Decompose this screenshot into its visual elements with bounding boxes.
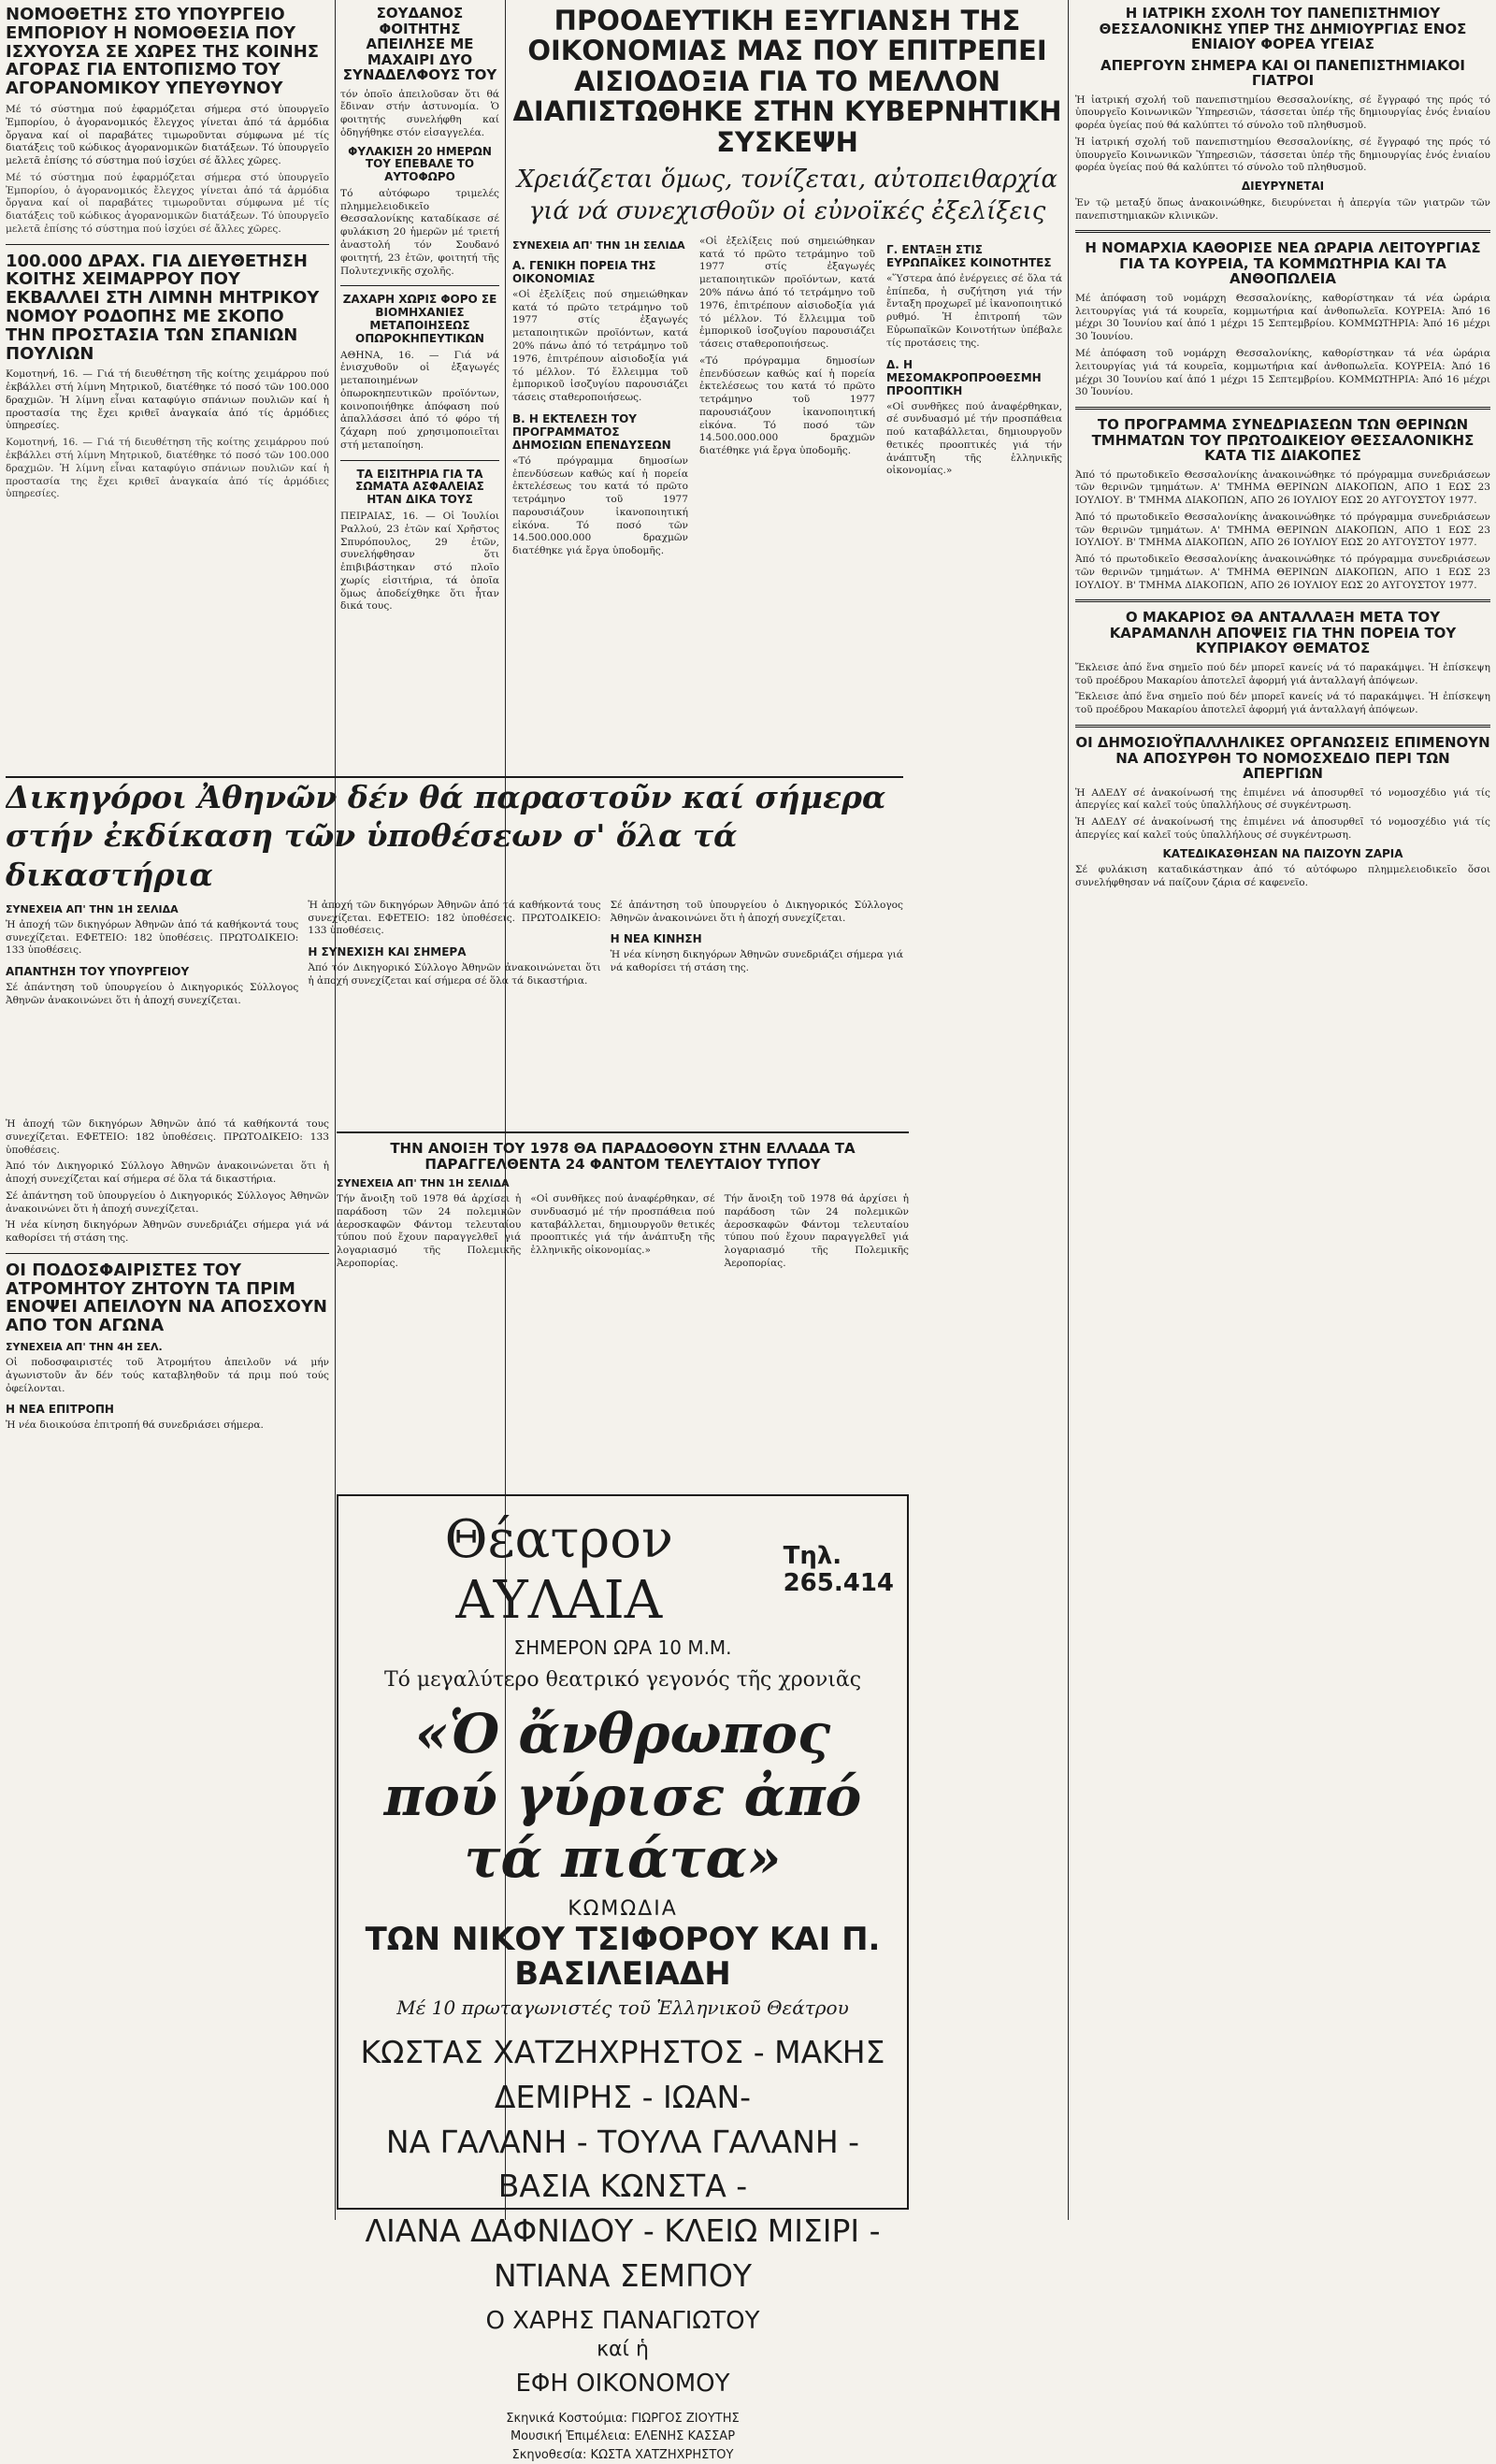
- article-body: Ἡ ἀποχή τῶν δικηγόρων Ἀθηνῶν ἀπό τά καθήκοντά τους συνεχίζεται. ΕΦΕΤΕΙΟ: 182 ὑποθέσεις. ΠΡΩΤΟΔΙΚΕΙΟ: 133 ὑποθέσεις.: [6, 1118, 329, 1157]
- cast-line: ΛΙΑΝΑ ΔΑΦΝΙΔΟΥ - ΚΛΕΙΩ ΜΙΣΙΡΙ - ΝΤΙΑΝΑ ΣΕΜΠΟΥ: [352, 2209, 894, 2298]
- headline-court-schedule: ΤΟ ΠΡΟΓΡΑΜΜΑ ΣΥΝΕΔΡΙΑΣΕΩΝ ΤΩΝ ΘΕΡΙΝΩΝ ΤΜΗΜΑΤΩΝ ΤΟΥ ΠΡΩΤΟΔΙΚΕΙΟΥ ΘΕΣΣΑΛΟΝΙΚΗΣ ΚΑΤΑ ΤΙΣ ΔΙΑΚΟΠΕΣ: [1075, 417, 1490, 464]
- credit-line: Σκηνικά Κοστούμια: ΓΙΩΡΓΟΣ ΖΙΟΥΤΗΣ: [352, 2410, 894, 2428]
- continuation-label: ΣΥΝΕΧΕΙΑ ΑΠ' ΤΗΝ 1Η ΣΕΛΙΔΑ: [337, 1177, 909, 1189]
- article-body: «Τό πρόγραμμα δημοσίων ἐπενδύσεων καθώς καί ἡ πορεία ἐκτελέσεως του κατά τό πρῶτο τετράμηνο τοῦ 1977 παρουσιάζουν ἱκανοποιητική εἰκόνα. Τό ποσό τῶν 14.500.000.000 δραχμῶν διατέθηκε γιά ἔργα ὑποδομῆς.: [699, 355, 875, 458]
- article-body: Σέ ἀπάντηση τοῦ ὑπουργείου ὁ Δικηγορικός Σύλλογος Ἀθηνῶν ἀνακοινώνει ὅτι ἡ ἀποχή συνεχίζεται.: [6, 982, 298, 1008]
- article-body: «Οἱ ἐξελίξεις πού σημειώθηκαν κατά τό πρῶτο τετράμηνο τοῦ 1977 στίς ἐξαγωγές μεταποιητικῶν προϊόντων, κατά 20% πάνω ἀπό τό τετράμηνο τοῦ 1976, ἐπιτρέπουν αἰσιοδοξία γιά τό μέλλον. Τό ἔλλειμμα τοῦ ἐμπορικοῦ ἰσοζυγίου παρουσιάζει τάσεις σταθεροποιήσεως.: [699, 236, 875, 352]
- headline-phantom: ΤΗΝ ΑΝΟΙΞΗ ΤΟΥ 1978 ΘΑ ΠΑΡΑΔΟΘΟΥΝ ΣΤΗΝ ΕΛΛΑΔΑ ΤΑ ΠΑΡΑΓΓΕΛΘΕΝΤΑ 24 ΦΑΝΤΟΜ ΤΕΛΕΥΤΑΙΟΥ ΤΥΠΟΥ: [337, 1141, 909, 1172]
- section-heading: ΑΠΑΝΤΗΣΗ ΤΟΥ ΥΠΟΥΡΓΕΙΟΥ: [6, 965, 298, 978]
- credit-line: Σκηνοθεσία: ΚΩΣΤΑ ΧΑΤΖΗΧΡΗΣΤΟΥ: [352, 2446, 894, 2464]
- section-heading: Η ΣΥΝΕΧΙΣΗ ΚΑΙ ΣΗΜΕΡΑ: [308, 945, 600, 958]
- article-body: Ἔκλεισε ἀπό ἕνα σημεῖο πού δέν μπορεῖ κανείς νά τό παρακάμψει. Ἡ ἐπίσκεψη τοῦ προέδρου Μακαρίου ἀποτελεῖ ἀφορμή γιά ἀνταλλαγή ἀπόψεων.: [1075, 662, 1490, 688]
- divider: [6, 1253, 329, 1254]
- column-rule: [1068, 0, 1069, 2220]
- article-body: Τήν ἄνοιξη τοῦ 1978 θά ἀρχίσει ἡ παράδοση τῶν 24 πολεμικῶν ἀεροσκαφῶν Φάντομ τελευταίου τύπου πού ἔχουν παραγγελθεῖ γιά λογαριασμό τῆς Πολεμικῆς Ἀεροπορίας.: [725, 1193, 909, 1271]
- cast-connector: καί ἡ: [352, 2338, 894, 2361]
- article-body: Τό αὐτόφωρο τριμελές πλημμελειοδικεῖο Θεσσαλονίκης καταδίκασε σέ φυλάκιση 20 ἡμερῶν μέ τριετή ἀναστολή τόν Σουδανό φοιτητή, 23 ἐτῶν, φοιτητή τῆς Πολυτεχνικῆς σχολῆς.: [340, 188, 499, 278]
- article-body: Μέ τό σύστημα πού ἐφαρμόζεται σήμερα στό ὑπουργεῖο Ἐμπορίου, ὁ ἀγορανομικός ἔλεγχος γίνεται ἀπό τά ἁρμόδια ὄργανα καί οἱ παραβάτες τιμωροῦνται σύμφωνα μέ τίς διατάξεις τοῦ κώδικος ἀγορανομικῶν διατάξεων. Τό ὑπουργεῖο μελετᾶ ἐπίσης τό σύστημα πού ἰσχύει σέ ἄλλες χῶρες.: [6, 172, 329, 237]
- theatre-advertisement: [337, 1494, 909, 2210]
- column-left-top: [6, 6, 329, 772]
- section-heading: Δ. Η ΜΕΣΟΜΑΚΡΟΠΡΟΘΕΣΜΗ ΠΡΟΟΠΤΙΚΗ: [886, 358, 1062, 397]
- cast-line: ΚΩΣΤΑΣ ΧΑΤΖΗΧΡΗΣΤΟΣ - ΜΑΚΗΣ ΔΕΜΙΡΗΣ - ΙΩΑΝ-: [352, 2030, 894, 2120]
- headline-sugar-tax: ΖΑΧΑΡΗ ΧΩΡΙΣ ΦΟΡΟ ΣΕ ΒΙΟΜΗΧΑΝΙΕΣ ΜΕΤΑΠΟΙΗΣΕΩΣ ΟΠΩΡΟΚΗΠΕΥΤΙΚΩΝ: [340, 294, 499, 345]
- play-title: «Ὁ ἄνθρωπος πού γύρισε ἀπό τά πιάτα»: [352, 1703, 894, 1890]
- article-body: Ἀπό τό πρωτοδικεῖο Θεσσαλονίκης ἀνακοινώθηκε τό πρόγραμμα συνεδριάσεων τῶν θερινῶν τμημάτων. Α' ΤΜΗΜΑ ΘΕΡΙΝΩΝ ΔΙΑΚΟΠΩΝ, ΑΠΟ 1 ΕΩΣ 23 ΙΟΥΛΙΟΥ. Β' ΤΜΗΜΑ ΔΙΑΚΟΠΩΝ, ΑΠΟ 26 ΙΟΥΛΙΟΥ ΕΩΣ 20 ΑΥΓΟΥΣΤΟΥ 1977.: [1075, 469, 1490, 508]
- divider: [340, 460, 499, 461]
- article-body: Ἀπό τό πρωτοδικεῖο Θεσσαλονίκης ἀνακοινώθηκε τό πρόγραμμα συνεδριάσεων τῶν θερινῶν τμημάτων. Α' ΤΜΗΜΑ ΘΕΡΙΝΩΝ ΔΙΑΚΟΠΩΝ, ΑΠΟ 1 ΕΩΣ 23 ΙΟΥΛΙΟΥ. Β' ΤΜΗΜΑ ΔΙΑΚΟΠΩΝ, ΑΠΟ 26 ΙΟΥΛΙΟΥ ΕΩΣ 20 ΑΥΓΟΥΣΤΟΥ 1977.: [1075, 512, 1490, 550]
- article-body: Ἀπό τόν Δικηγορικό Σύλλογο Ἀθηνῶν ἀνακοινώνεται ὅτι ἡ ἀποχή συνεχίζεται καί σήμερα σέ ὅλα τά δικαστήρια.: [308, 962, 600, 988]
- article-body: Ἡ ἀποχή τῶν δικηγόρων Ἀθηνῶν ἀπό τά καθήκοντά τους συνεχίζεται. ΕΦΕΤΕΙΟ: 182 ὑποθέσεις. ΠΡΩΤΟΔΙΚΕΙΟ: 133 ὑποθέσεις.: [6, 919, 298, 958]
- column-left-bottom: [6, 1118, 329, 2212]
- headline-sudanese-student: ΣΟΥΔΑΝΟΣ ΦΟΙΤΗΤΗΣ ΑΠΕΙΛΗΣΕ ΜΕ ΜΑΧΑΙΡΙ ΔΥΟ ΣΥΝΑΔΕΛΦΟΥΣ ΤΟΥ: [340, 6, 499, 83]
- article-body: Τήν ἄνοιξη τοῦ 1978 θά ἀρχίσει ἡ παράδοση τῶν 24 πολεμικῶν ἀεροσκαφῶν Φάντομ τελευταίου τύπου πού ἔχουν παραγγελθεῖ γιά λογαριασμό τῆς Πολεμικῆς Ἀεροπορίας.: [337, 1193, 521, 1271]
- section-heading: Η ΝΕΑ ΕΠΙΤΡΟΠΗ: [6, 1403, 329, 1416]
- theatre-name: Θέατρον ΑΥΛΑΙΑ: [352, 1509, 767, 1631]
- headline-lawyers: Δικηγόροι Ἀθηνῶν δέν θά παραστοῦν καί σήμερα στήν ἐκδίκαση τῶν ὑποθέσεων σ' ὅλα τά δικαστήρια: [6, 778, 903, 894]
- lawyers-story: [6, 776, 903, 1115]
- cast-line: ΝΑ ΓΑΛΑΝΗ - ΤΟΥΛΑ ΓΑΛΑΝΗ - ΒΑΣΙΑ ΚΩΝΣΤΑ -: [352, 2120, 894, 2210]
- divider: [1075, 599, 1490, 602]
- lead-headline: ΠΡΟΟΔΕΥΤΙΚΗ ΕΞΥΓΙΑΝΣΗ ΤΗΣ ΟΙΚΟΝΟΜΙΑΣ ΜΑΣ ΠΟΥ ΕΠΙΤΡΕΠΕΙ ΑΙΣΙΟΔΟΞΙΑ ΓΙΑ ΤΟ ΜΕΛΛΟΝ ΔΙΑΠΙΣΤΩΘΗΚΕ ΣΤΗΝ ΚΥΒΕΡΝΗΤΙΚΗ ΣΥΣΚΕΨΗ: [512, 6, 1062, 157]
- section-heading: Α. ΓΕΝΙΚΗ ΠΟΡΕΙΑ ΤΗΣ ΟΙΚΟΝΟΜΙΑΣ: [512, 259, 688, 285]
- article-body: Ἡ ἰατρική σχολή τοῦ πανεπιστημίου Θεσσαλονίκης, σέ ἔγγραφό της πρός τό ὑπουργεῖο Κοινωνικῶν Ὑπηρεσιῶν, τάσσεται ὑπέρ τῆς δημιουργίας ἑνός ἑνιαίου φορέα ὑγείας πού θά καλύπτει τό σύνολο τοῦ πληθυσμοῦ.: [1075, 137, 1490, 175]
- article-body: Κομοτηνή, 16. — Γιά τή διευθέτηση τῆς κοίτης χειμάρρου πού ἐκβάλλει στή λίμνη Μητρικοῦ, διατέθηκε τό ποσό τῶν 100.000 δραχμῶν. Ἡ λίμνη εἶναι καταφύγιο σπάνιων πουλιῶν καί ἡ προστασία της ἔχει κριθεῖ ἀναγκαία ἀπό τίς ἁρμόδιες ὑπηρεσίες.: [6, 368, 329, 433]
- article-body: «Οἱ ἐξελίξεις πού σημειώθηκαν κατά τό πρῶτο τετράμηνο τοῦ 1977 στίς ἐξαγωγές μεταποιητικῶν προϊόντων, κατά 20% πάνω ἀπό τό τετράμηνο τοῦ 1976, ἐπιτρέπουν αἰσιοδοξία γιά τό μέλλον. Τό ἔλλειμμα τοῦ ἐμπορικοῦ ἰσοζυγίου παρουσιάζει τάσεις σταθεροποιήσεως.: [512, 289, 688, 405]
- section-heading: Η ΝΕΑ ΚΙΝΗΣΗ: [611, 932, 903, 945]
- section-heading: Β. Η ΕΚΤΕΛΕΣΗ ΤΟΥ ΠΡΟΓΡΑΜΜΑΤΟΣ ΔΗΜΟΣΙΩΝ ΕΠΕΝΔΥΣΕΩΝ: [512, 412, 688, 452]
- article-body: Ἡ ΑΔΕΔΥ σέ ἀνακοίνωσή της ἐπιμένει νά ἀποσυρθεῖ τό νομοσχέδιο γιά τίς ἀπεργίες καί καλεῖ τούς ὑπαλλήλους σέ συγκέντρωση.: [1075, 816, 1490, 843]
- article-body: Ἔκλεισε ἀπό ἕνα σημεῖο πού δέν μπορεῖ κανείς νά τό παρακάμψει. Ἡ ἐπίσκεψη τοῦ προέδρου Μακαρίου ἀποτελεῖ ἀφορμή γιά ἀνταλλαγή ἀπόψεων.: [1075, 691, 1490, 717]
- article-body: Κομοτηνή, 16. — Γιά τή διευθέτηση τῆς κοίτης χειμάρρου πού ἐκβάλλει στή λίμνη Μητρικοῦ, διατέθηκε τό ποσό τῶν 100.000 δραχμῶν. Ἡ λίμνη εἶναι καταφύγιο σπάνιων πουλιῶν καί ἡ προστασία της ἔχει κριθεῖ ἀναγκαία ἀπό τίς ἁρμόδιες ὑπηρεσίες.: [6, 437, 329, 501]
- article-body: Μέ τό σύστημα πού ἐφαρμόζεται σήμερα στό ὑπουργεῖο Ἐμπορίου, ὁ ἀγορανομικός ἔλεγχος γίνεται ἀπό τά ἁρμόδια ὄργανα καί οἱ παραβάτες τιμωροῦνται σύμφωνα μέ τίς διατάξεις τοῦ κώδικος ἀγορανομικῶν διατάξεων. Τό ὑπουργεῖο μελετᾶ ἐπίσης τό σύστημα πού ἰσχύει σέ ἄλλες χῶρες.: [6, 104, 329, 168]
- article-body: Ἡ ΑΔΕΔΥ σέ ἀνακοίνωσή της ἐπιμένει νά ἀποσυρθεῖ τό νομοσχέδιο γιά τίς ἀπεργίες καί καλεῖ τούς ὑπαλλήλους σέ συγκέντρωση.: [1075, 787, 1490, 814]
- column-right: [1075, 6, 1490, 2214]
- ad-tagline: Τό μεγαλύτερο θεατρικό γεγονός τῆς χρονιᾶς: [352, 1668, 894, 1692]
- divider: [340, 285, 499, 286]
- headline-commerce-ministry: ΝΟΜΟΘΕΤΗΣ ΣΤΟ ΥΠΟΥΡΓΕΙΟ ΕΜΠΟΡΙΟΥ Η ΝΟΜΟΘΕΣΙΑ ΠΟΥ ΙΣΧΥΟΥΣΑ ΣΕ ΧΩΡΕΣ ΤΗΣ ΚΟΙΝΗΣ ΑΓΟΡΑΣ ΓΙΑ ΕΝΤΟΠΙΣΜΟ ΤΟΥ ΑΓΟΡΑΝΟΜΙΚΟΥ ΥΠΕΥΘΥΝΟΥ: [6, 6, 329, 98]
- headline-medical-school: Η ΙΑΤΡΙΚΗ ΣΧΟΛΗ ΤΟΥ ΠΑΝΕΠΙΣΤΗΜΙΟΥ ΘΕΣΣΑΛΟΝΙΚΗΣ ΥΠΕΡ ΤΗΣ ΔΗΜΙΟΥΡΓΙΑΣ ΕΝΟΣ ΕΝΙΑΙΟΥ ΦΟΡΕΑ ΥΓΕΙΑΣ: [1075, 6, 1490, 52]
- article-body: «Οἱ συνθῆκες πού ἀναφέρθηκαν, σέ συνδυασμό μέ τήν προσπάθεια πού καταβάλλεται, δημιουργοῦν θετικές προοπτικές γιά τήν ἀνάπτυξη τῆς ἑλληνικῆς οἰκονομίας.»: [886, 401, 1062, 479]
- play-genre: ΚΩΜΩΔΙΑ: [352, 1897, 894, 1921]
- article-body: Σέ ἀπάντηση τοῦ ὑπουργείου ὁ Δικηγορικός Σύλλογος Ἀθηνῶν ἀνακοινώνει ὅτι ἡ ἀποχή συνεχίζεται.: [611, 900, 903, 926]
- article-body: ΑΘΗΝΑ, 16. — Γιά νά ἐνισχυθοῦν οἱ ἐξαγωγές μεταποιημένων ὀπωροκηπευτικῶν προϊόντων, κοινοποιήθηκε ἀπόφαση πού ἀπαλλάσσει ἀπό τό φόρο τή ζάχαρη πού χρησιμοποιεῖται στή μεταποίηση.: [340, 350, 499, 453]
- article-body: Ἡ ἀποχή τῶν δικηγόρων Ἀθηνῶν ἀπό τά καθήκοντά τους συνεχίζεται. ΕΦΕΤΕΙΟ: 182 ὑποθέσεις. ΠΡΩΤΟΔΙΚΕΙΟ: 133 ὑποθέσεις.: [308, 900, 600, 938]
- article-body: Μέ ἀπόφαση τοῦ νομάρχη Θεσσαλονίκης, καθορίστηκαν τά νέα ὡράρια λειτουργίας γιά τά κουρεῖα, κομμωτήρια καί ἀνθοπωλεῖα. ΚΟΥΡΕΙΑ: Ἀπό 16 μέχρι 30 Ἰουνίου καί ἀπό 1 μέχρι 15 Σεπτεμβρίου. ΚΟΜΜΩΤΗΡΙΑ: Ἀπό 16 μέχρι 30 Ἰουνίου.: [1075, 348, 1490, 399]
- article-body: «Οἱ συνθῆκες πού ἀναφέρθηκαν, σέ συνδυασμό μέ τήν προσπάθεια πού καταβάλλεται, δημιουργοῦν θετικές προοπτικές γιά τήν ἀνάπτυξη τῆς ἑλληνικῆς οἰκονομίας.»: [530, 1193, 714, 1271]
- divider: [6, 244, 329, 245]
- cast-intro: Μέ 10 πρωταγωνιστές τοῦ Ἑλληνικοῦ Θεάτρου: [352, 1996, 894, 2019]
- divider: [1075, 725, 1490, 728]
- ad-credits: [352, 2410, 894, 2464]
- article-body: Σέ φυλάκιση καταδικάστηκαν ἀπό τό αὐτόφωρο πλημμελειοδικεῖο ὅσοι συνελήφθησαν νά παίζουν ζάρια σέ καφενεῖο.: [1075, 864, 1490, 890]
- play-authors: ΤΩΝ ΝΙΚΟΥ ΤΣΙΦΟΡΟΥ ΚΑΙ Π. ΒΑΣΙΛΕΙΑΔΗ: [352, 1923, 894, 1993]
- headline-atromitos: ΟΙ ΠΟΔΟΣΦΑΙΡΙΣΤΕΣ ΤΟΥ ΑΤΡΟΜΗΤΟΥ ΖΗΤΟΥΝ ΤΑ ΠΡΙΜ ΕΝΟΨΕΙ ΑΠΕΙΛΟΥΝ ΝΑ ΑΠΟΣΧΟΥΝ ΑΠΟ ΤΟΝ ΑΓΩΝΑ: [6, 1261, 329, 1335]
- continuation-label: ΣΥΝΕΧΕΙΑ ΑΠ' ΤΗΝ 1Η ΣΕΛΙΔΑ: [512, 239, 688, 252]
- credit-line: Μουσική Ἐπιμέλεια: ΕΛΕΝΗΣ ΚΑΣΣΑΡ: [352, 2428, 894, 2446]
- article-body: «Τό πρόγραμμα δημοσίων ἐπενδύσεων καθώς καί ἡ πορεία ἐκτελέσεως του κατά τό πρῶτο τετράμηνο τοῦ 1977 παρουσιάζουν ἱκανοποιητική εἰκόνα. Τό ποσό τῶν 14.500.000.000 δραχμῶν διατέθηκε γιά ἔργα ὑποδομῆς.: [512, 455, 688, 558]
- divider: [1075, 407, 1490, 410]
- article-body: Ἡ νέα κίνηση δικηγόρων Ἀθηνῶν συνεδριάζει σήμερα γιά νά καθορίσει τή στάση της.: [611, 949, 903, 975]
- section-heading: ΔΙΕΥΡΥΝΕΤΑΙ: [1075, 180, 1490, 194]
- article-body: Ἀπό τόν Δικηγορικό Σύλλογο Ἀθηνῶν ἀνακοινώνεται ὅτι ἡ ἀποχή συνεχίζεται καί σήμερα σέ ὅλα τά δικαστήρια.: [6, 1160, 329, 1187]
- showtime: ΣΗΜΕΡΟΝ ΩΡΑ 10 Μ.Μ.: [352, 1636, 894, 1659]
- theatre-phone: [784, 1543, 894, 1596]
- phone-label: Τηλ.: [784, 1542, 842, 1570]
- article-body: ΠΕΙΡΑΙΑΣ, 16. — Οἱ Ἰουλίοι Ραλλού, 23 ἐτῶν καί Χρῆστος Σπυρόπουλος, 29 ἐτῶν, συνελήφθησαν ὅτι ἐπιβιβάστηκαν στό πλοῖο χωρίς εἰσιτήρια, τά ὁποῖα ὅμως ἀποδείχθηκε ὅτι ἦταν δικά τους.: [340, 511, 499, 613]
- subheadline-doctors-strike: ΑΠΕΡΓΟΥΝ ΣΗΜΕΡΑ ΚΑΙ ΟΙ ΠΑΝΕΠΙΣΤΗΜΙΑΚΟΙ ΓΙΑΤΡΟΙ: [1075, 58, 1490, 89]
- section-heading: Γ. ΕΝΤΑΞΗ ΣΤΙΣ ΕΥΡΩΠΑΪΚΕΣ ΚΟΙΝΟΤΗΤΕΣ: [886, 243, 1062, 269]
- continuation-label: ΣΥΝΕΧΕΙΑ ΑΠ' ΤΗΝ 1Η ΣΕΛΙΔΑ: [6, 903, 298, 915]
- article-body: Ἡ ἰατρική σχολή τοῦ πανεπιστημίου Θεσσαλονίκης, σέ ἔγγραφό της πρός τό ὑπουργεῖο Κοινωνικῶν Ὑπηρεσιῶν, τάσσεται ὑπέρ τῆς δημιουργίας ἑνός ἑνιαίου φορέα ὑγείας πού θά καλύπτει τό σύνολο τοῦ πληθυσμοῦ.: [1075, 94, 1490, 133]
- headline-tickets: ΤΑ ΕΙΣΙΤΗΡΙΑ ΓΙΑ ΤΑ ΣΩΜΑΤΑ ΑΣΦΑΛΕΙΑΣ ΗΤΑΝ ΔΙΚΑ ΤΟΥΣ: [340, 468, 499, 507]
- subheadline-sentence: ΦΥΛΑΚΙΣΗ 20 ΗΜΕΡΩΝ ΤΟΥ ΕΠΕΒΑΛΕ ΤΟ ΑΥΤΟΦΩΡΟ: [340, 146, 499, 184]
- article-body: Οἱ ποδοσφαιριστές τοῦ Ἀτρομήτου ἀπειλοῦν νά μήν ἀγωνιστοῦν ἄν δέν τούς καταβληθοῦν τά πριμ πού τούς ὀφείλονται.: [6, 1357, 329, 1395]
- article-body: Ἡ νέα διοικούσα ἐπιτροπή θά συνεδριάσει σήμερα.: [6, 1419, 329, 1433]
- article-body: Ἡ νέα κίνηση δικηγόρων Ἀθηνῶν συνεδριάζει σήμερα γιά νά καθορίσει τή στάση της.: [6, 1219, 329, 1246]
- divider: [1075, 230, 1490, 233]
- lead-subheadline: Χρειάζεται ὅμως, τονίζεται, αὐτοπειθαρχία γιά νά συνεχισθοῦν οἱ εὐνοϊκές ἐξελίξεις: [512, 165, 1062, 228]
- article-body: «Ὕστερα ἀπό ἐνέργειες σέ ὅλα τά ἐπίπεδα, ἡ συζήτηση γιά τήν ἔνταξη προχωρεῖ μέ ἱκανοποιητικό ρυθμό. Ἡ ἐπιτροπή τῶν Εὐρωπαϊκῶν Κοινοτήτων ὑπέβαλε τίς προτάσεις της.: [886, 273, 1062, 351]
- article-body: τόν ὁποῖο ἀπειλοῦσαν ὅτι θά ἔδιναν στήν ἀστυνομία. Ὁ φοιτητής συνελήφθη καί ὁδηγήθηκε στόν εἰσαγγελέα.: [340, 89, 499, 140]
- headline-makarios: Ο ΜΑΚΑΡΙΟΣ ΘΑ ΑΝΤΑΛΛΑΞΗ ΜΕΤΑ ΤΟΥ ΚΑΡΑΜΑΝΛΗ ΑΠΟΨΕΙΣ ΓΙΑ ΤΗΝ ΠΟΡΕΙΑ ΤΟΥ ΚΥΠΡΙΑΚΟΥ ΘΕΜΑΤΟΣ: [1075, 610, 1490, 656]
- headline-strike-bill: ΟΙ ΔΗΜΟΣΙΟΫΠΑΛΛΗΛΙΚΕΣ ΟΡΓΑΝΩΣΕΙΣ ΕΠΙΜΕΝΟΥΝ ΝΑ ΑΠΟΣΥΡΘΗ ΤΟ ΝΟΜΟΣΧΕΔΙΟ ΠΕΡΙ ΤΩΝ ΑΠΕΡΓΙΩΝ: [1075, 735, 1490, 782]
- article-body: Μέ ἀπόφαση τοῦ νομάρχη Θεσσαλονίκης, καθορίστηκαν τά νέα ὡράρια λειτουργίας γιά τά κουρεῖα, κομμωτήρια καί ἀνθοπωλεῖα. ΚΟΥΡΕΙΑ: Ἀπό 16 μέχρι 30 Ἰουνίου καί ἀπό 1 μέχρι 15 Σεπτεμβρίου. ΚΟΜΜΩΤΗΡΙΑ: Ἀπό 16 μέχρι 30 Ἰουνίου.: [1075, 293, 1490, 344]
- phone-number: 265.414: [784, 1569, 894, 1597]
- article-body: Σέ ἀπάντηση τοῦ ὑπουργείου ὁ Δικηγορικός Σύλλογος Ἀθηνῶν ἀνακοινώνει ὅτι ἡ ἀποχή συνεχίζεται.: [6, 1190, 329, 1217]
- cast-special: Ο ΧΑΡΗΣ ΠΑΝΑΓΙΩΤΟΥ: [352, 2306, 894, 2338]
- article-body: Ἐν τῷ μεταξύ ὅπως ἀνακοινώθηκε, διευρύνεται ἡ ἀπεργία τῶν γιατρῶν τῶν πανεπιστημιακῶν κλινικῶν.: [1075, 197, 1490, 223]
- cast-special: ΕΦΗ ΟΙΚΟΝΟΜΟΥ: [352, 2369, 894, 2400]
- headline-barbershops: Η ΝΟΜΑΡΧΙΑ ΚΑΘΟΡΙΣΕ ΝΕΑ ΩΡΑΡΙΑ ΛΕΙΤΟΥΡΓΙΑΣ ΓΙΑ ΤΑ ΚΟΥΡΕΙΑ, ΤΑ ΚΟΜΜΩΤΗΡΙΑ ΚΑΙ ΤΑ ΑΝΘΟΠΩΛΕΙΑ: [1075, 240, 1490, 287]
- article-body: Ἀπό τό πρωτοδικεῖο Θεσσαλονίκης ἀνακοινώθηκε τό πρόγραμμα συνεδριάσεων τῶν θερινῶν τμημάτων. Α' ΤΜΗΜΑ ΘΕΡΙΝΩΝ ΔΙΑΚΟΠΩΝ, ΑΠΟ 1 ΕΩΣ 23 ΙΟΥΛΙΟΥ. Β' ΤΜΗΜΑ ΔΙΑΚΟΠΩΝ, ΑΠΟ 26 ΙΟΥΛΙΟΥ ΕΩΣ 20 ΑΥΓΟΥΣΤΟΥ 1977.: [1075, 554, 1490, 592]
- phantom-story: [337, 1131, 909, 1489]
- continuation-label: ΣΥΝΕΧΕΙΑ ΑΠ' ΤΗΝ 4Η ΣΕΛ.: [6, 1341, 329, 1353]
- column-second: [340, 6, 499, 772]
- headline-dice: ΚΑΤΕΔΙΚΑΣΘΗΣΑΝ ΝΑ ΠΑΙΖΟΥΝ ΖΑΡΙΑ: [1075, 848, 1490, 861]
- headline-lake-birds: 100.000 ΔΡΑΧ. ΓΙΑ ΔΙΕΥΘΕΤΗΣΗ ΚΟΙΤΗΣ ΧΕΙΜΑΡΡΟΥ ΠΟΥ ΕΚΒΑΛΛΕΙ ΣΤΗ ΛΙΜΝΗ ΜΗΤΡΙΚΟΥ ΝΟΜΟΥ ΡΟΔΟΠΗΣ ΜΕ ΣΚΟΠΟ ΤΗΝ ΠΡΟΣΤΑΣΙΑ ΤΩΝ ΣΠΑΝΙΩΝ ΠΟΥΛΙΩΝ: [6, 252, 329, 364]
